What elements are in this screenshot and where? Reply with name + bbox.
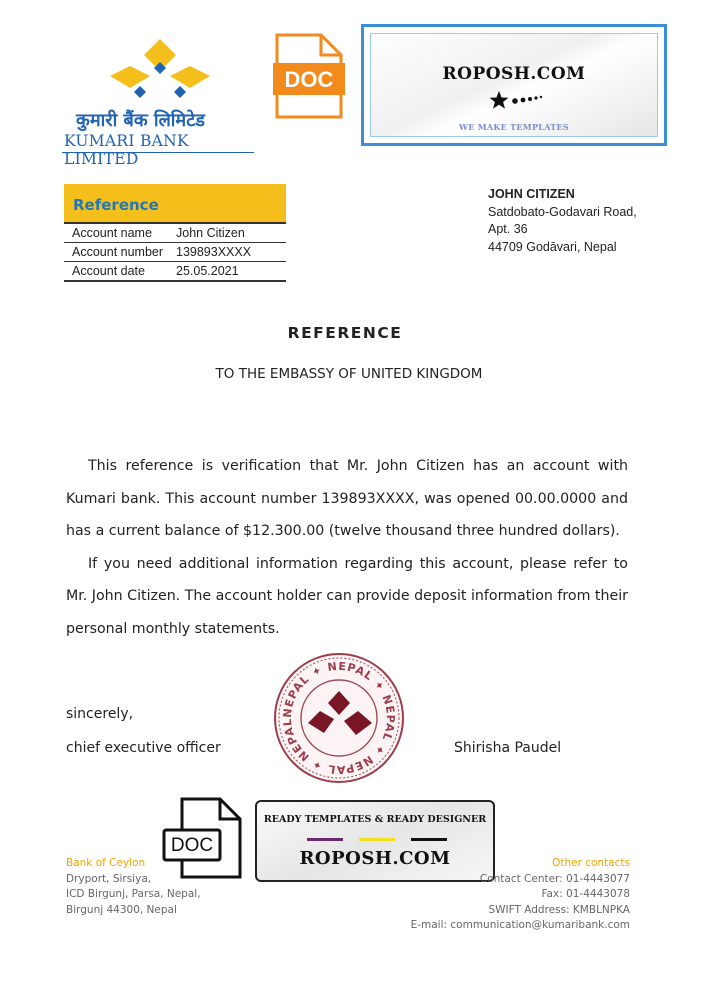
- body-paragraph: This reference is verification that Mr. John Citizen has an account with Kumari bank. This account number 139893XXXX, was opened 00.00.0000 and has a current balance of $12.300.00 (twelve thousand three hundred dollars).: [66, 458, 628, 540]
- letter-title: REFERENCE: [287, 324, 403, 342]
- footer-line: Birgunj 44300, Nepal: [66, 903, 177, 916]
- color-bars-icon: [307, 838, 447, 841]
- table-row: [64, 262, 286, 282]
- recipient-name: JOHN CITIZEN: [488, 187, 575, 201]
- address-line: Apt. 36: [488, 222, 528, 236]
- footer-line: ICD Birgunj, Parsa, Nepal,: [66, 888, 201, 900]
- bank-logo: [60, 36, 260, 168]
- account-number-value: 139893XXXX: [168, 243, 286, 262]
- footer-contact-center: Contact Center: 01-4443077: [479, 872, 630, 885]
- footer-fax: Fax: 01-4443078: [541, 888, 630, 900]
- bank-name-english: KUMARI BANK LIMITED: [64, 132, 189, 168]
- footer-contacts-heading: Other contacts: [552, 857, 630, 869]
- stars-icon: [489, 90, 559, 110]
- bank-stamp: [272, 651, 406, 785]
- account-details-table: [64, 224, 286, 282]
- recipient-address: [488, 186, 637, 256]
- footer-right: [411, 856, 630, 934]
- table-row: [64, 224, 286, 243]
- svg-text:NEPAL ✦ NEPAL ✦ NEPAL ✦ NEPAL: NEPAL ✦ NEPAL ✦ NEPAL ✦ NEPAL ✦ NEPAL: [280, 659, 398, 777]
- address-line: 44709 Godāvari, Nepal: [488, 239, 617, 254]
- account-date-value: 25.05.2021: [168, 262, 286, 282]
- bank-logo-mark-icon: [60, 36, 260, 108]
- watermark-tagline: WE MAKE TEMPLATES: [458, 122, 569, 132]
- doc-file-label: DOC: [284, 67, 334, 92]
- watermark-tagline: READY TEMPLATES & READY DESIGNER: [263, 814, 487, 825]
- closing: sincerely,: [66, 706, 134, 722]
- signer-position: chief executive officer: [66, 740, 221, 756]
- logo-underline: [62, 152, 254, 153]
- account-name-value: John Citizen: [168, 224, 286, 243]
- watermark-brand: ROPOSH.COM: [299, 848, 451, 869]
- footer-email: E-mail: communication@kumaribank.com: [410, 919, 630, 931]
- footer-swift: SWIFT Address: KMBLNPKA: [488, 903, 630, 916]
- account-date-label: Account date: [64, 262, 168, 282]
- reference-box-heading: Reference: [64, 184, 286, 224]
- account-name-label: Account name: [64, 224, 168, 243]
- watermark-brand: ROPOSH.COM: [442, 64, 586, 84]
- bank-name-hindi: कुमारी बैंक लिमिटेड: [76, 110, 205, 131]
- account-number-label: Account number: [64, 243, 168, 262]
- body-paragraph: If you need additional information regarding this account, please refer to Mr. John Citizen. The account holder can provide deposit information from their personal monthly statements.: [66, 555, 628, 637]
- letter-body: [66, 450, 628, 646]
- letter-addressee: TO THE EMBASSY OF UNITED KINGDOM: [215, 366, 483, 382]
- address-line: Satdobato-Godavari Road,: [488, 204, 637, 219]
- doc-file-icon: [273, 33, 345, 119]
- doc-file-label: DOC: [170, 835, 214, 856]
- reference-box: [64, 184, 286, 282]
- stamp-seal-icon: [272, 651, 406, 785]
- signer-name: Shirisha Paudel: [454, 740, 562, 756]
- footer-left: [66, 856, 201, 918]
- watermark-banner-top: [361, 24, 667, 146]
- footer-org: Bank of Ceylon: [66, 857, 146, 869]
- footer-line: Dryport, Sirsiya,: [66, 872, 152, 885]
- table-row: [64, 243, 286, 262]
